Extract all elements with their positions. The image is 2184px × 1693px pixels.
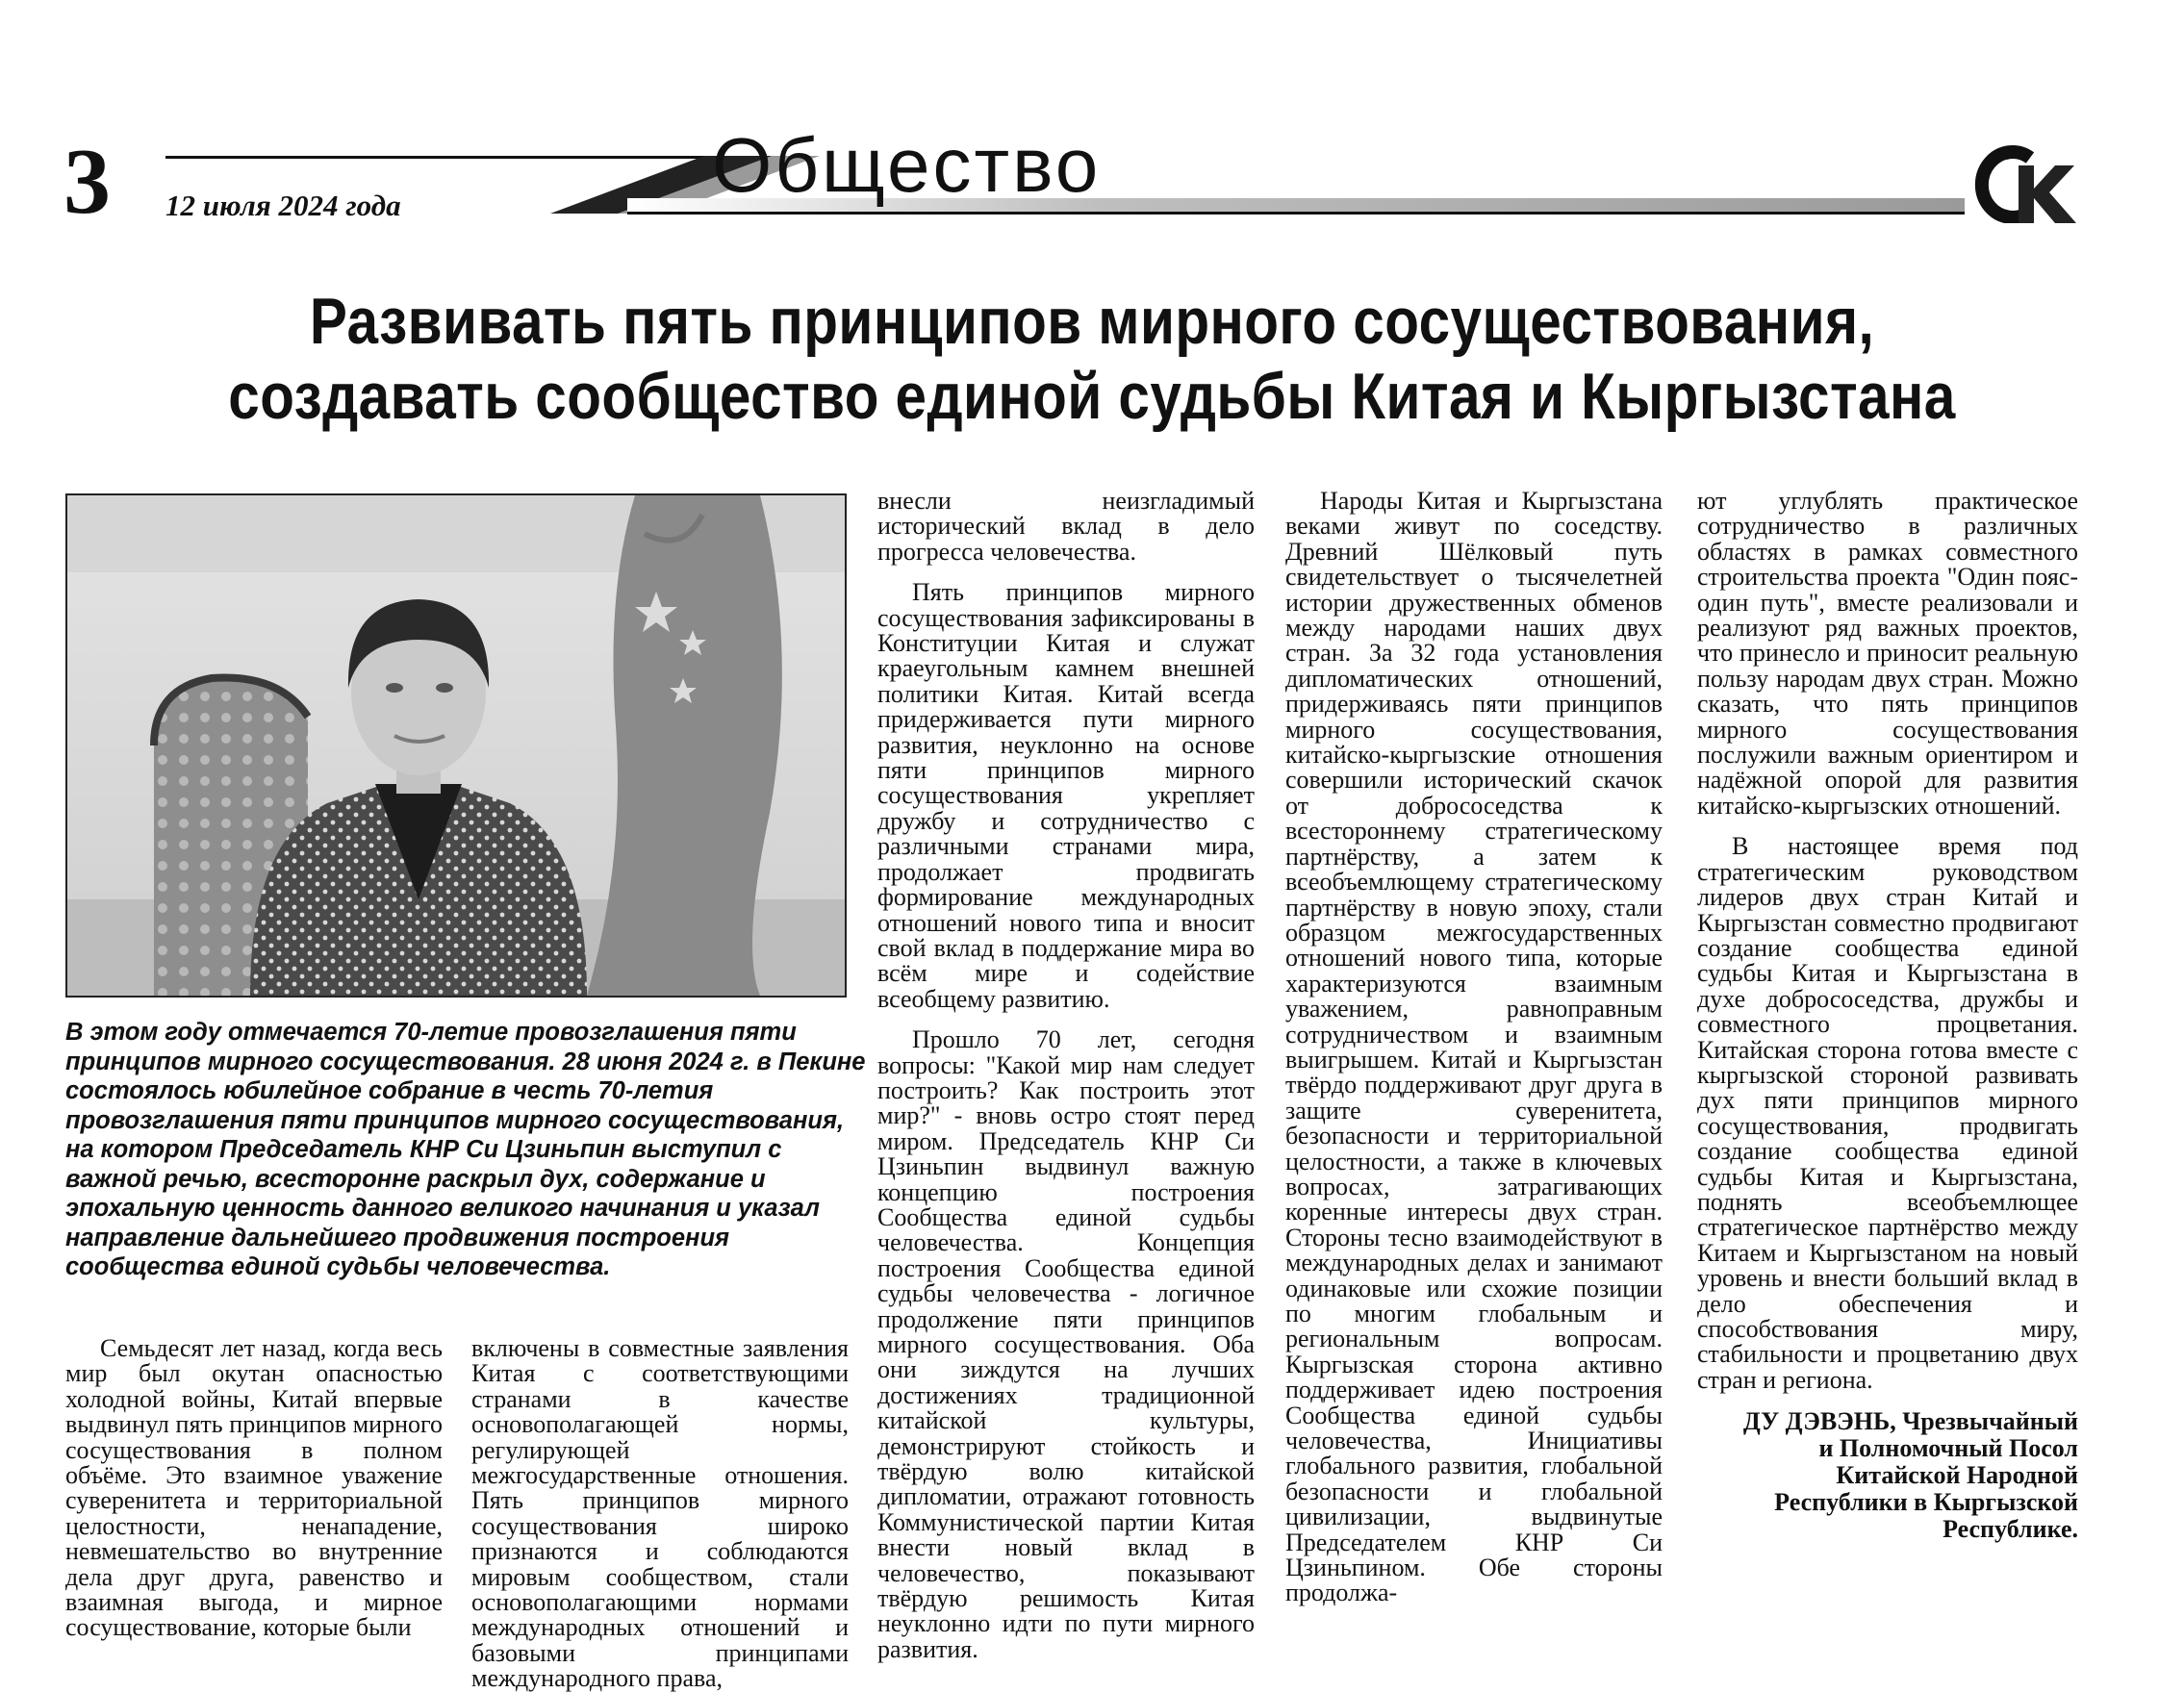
photo-caption: В этом году отмечается 70-летие провозглашения пяти принципов мирного сосуществования. 28 июня 2024 г. в Пекине состоялось юбилейное собрание в честь 70-летия провозглашения пяти принципов мирного сосуществования, на котором Председатель КНР Си Цзиньпин выступил с важной речью, всесторонне раскрыл дух, содержание и эпохальную ценность данного великого начинания и указал направление дальнейшего продвижения построения сообщества единой судьбы человечества. — [65, 1019, 866, 1280]
photo-illustration — [67, 495, 845, 996]
article-paragraph: Народы Китая и Кыргызстана веками живут по соседству. Древний Шёлковый путь свидетельствует о тысячелетней истории дружественных обменов между народами наших двух стран. За 32 года установления дипломатических отношений, придерживаясь пяти принципов мирного сосуществования, китайско-кыргызские отношения совершили исторический скачок от добрососедства к всестороннему стратегическому партнёрству, а затем к всеобъемлющему стратегическому партнёрству в новую эпоху, стали образцом межгосударственных отношений нового типа, которые характеризуются взаимным уважением, равноправным сотрудничеством и взаимным выигрышем. Китай и Кыргызстан твёрдо поддерживают друг друга в защите суверенитета, безопасности и территориальной целостности, а также в ключевых вопросах, затрагивающих коренные интересы двух стран. Стороны тесно взаимодействуют в международных делах и занимают одинаковые или схожие позиции по многим глобальным и региональным вопросам. Кыргызская сторона активно поддерживает идею построения Сообщества единой судьбы человечества, Инициативы глобального развития, глобальной безопасности и глобальной цивилизации, выдвинутые Председателем КНР Си Цзиньпином. Обе стороны продолжа- — [1285, 487, 1663, 1607]
signature-line: Республики в Кыргызской — [1774, 1488, 2078, 1517]
article-column-4 — [1285, 489, 1663, 1622]
article-paragraph: Семьдесят лет назад, когда весь мир был окутан опасностью холодной войны, Китай впервые выдвинул пять принципов мирного сосуществования в полном объёме. Это взаимное уважение суверенитета и территориальной целостности, ненападение, невмешательство во внутренние дела друг друга, равенство и взаимная выгода, и мирное сосуществование, которые были — [65, 1334, 443, 1642]
article-column-2 — [471, 1336, 849, 1693]
article-paragraph: Пять принципов мирного сосуществования зафиксированы в Конституции Китая и служат краеугольным камнем внешней политики Китая. Китай всегда придерживается пути мирного развития, неуклонно на основе пяти принципов мирного сосуществования укрепляет дружбу и сотрудничество с различными странами мира, продолжает продвигать формирование международных отношений нового типа и вносит свой вклад в поддержание мира во всём мире и содействие всеобщему развитию. — [877, 578, 1255, 1013]
page-number: 3 — [63, 130, 111, 234]
ambassador-photo — [65, 493, 847, 998]
article-headline — [186, 285, 1997, 434]
article-paragraph: ют углублять практическое сотрудничество в различных областях в рамках совместного строительства проекта "Один пояс- один путь", вместе реализовали и реализуют ряд важных проектов, что принесло и приносит реальную пользу народам двух стран. Можно сказать, что пять принципов мирного сосуществования послужили важным ориентиром и надёжной опорой для развития китайско-кыргызских отношений. — [1697, 487, 2078, 820]
signature-line: Китайской Народной — [1836, 1461, 2078, 1490]
headline-line-2: создавать сообщество единой судьбы Китая и Кыргызстана — [228, 359, 1956, 433]
issue-date: 12 июля 2024 года — [165, 189, 401, 222]
article-paragraph: включены в совместные заявления Китая с соответствующими странами в качестве основополагающей нормы, регулирующей межгосударственные отношения. Пять принципов мирного сосуществования широко признаются и соблюдаются мировым сообществом, стали основополагающими нормами международных отношений и базовыми принципами международного права, — [471, 1334, 849, 1693]
article-paragraph: Прошло 70 лет, сегодня вопросы: "Какой мир нам следует построить? Как построить этот мир?" - вновь остро стоят перед миром. Председатель КНР Си Цзиньпин выдвинул важную концепцию построения Сообщества единой судьбы человечества. Концепция построения Сообщества единой судьбы человечества - логичное продолжение пяти принципов мирного сосуществования. Оба они зиждутся на лучших достижениях традиционной китайской культуры, демонстрируют стойкость и твёрдую волю китайской дипломатии, отражают готовность Коммунистической партии Китая внести новый вклад в человечество, показывают твёрдую решимость Китая неуклонно идти по пути мирного развития. — [877, 1025, 1255, 1663]
section-title: Общество — [712, 122, 1102, 208]
article-column-1 — [65, 1336, 443, 1656]
headline-line-1: Развивать пять принципов мирного сосуществования, — [309, 285, 1875, 358]
article-paragraph: внесли неизгладимый исторический вклад в дело прогресса человечества. — [877, 487, 1255, 566]
signature-line: ДУ ДЭВЭНЬ, Чрезвычайный — [1742, 1407, 2078, 1436]
signature-line: Республике. — [1943, 1515, 2078, 1544]
newspaper-logo — [1963, 142, 2078, 223]
article-column-3 — [877, 489, 1255, 1678]
article-paragraph: В настоящее время под стратегическим руководством лидеров двух стран Китай и Кыргызстан совместно продвигают создание сообщества единой судьбы Китая и Кыргызстана в духе добрососедства, дружбы и совместного процветания. Китайская сторона готова вместе с кыргызской стороной развивать дух пяти принципов мирного сосуществования, продвигать создание сообщества единой судьбы Китая и Кыргызстана, поднять всеобъемлющее стратегическое партнёрство между Китаем и Кыргызстаном на новый уровень и внести больший вклад в дело обеспечения и способствования миру, стабильности и процветанию двух стран и региона. — [1697, 832, 2078, 1394]
signature-line: и Полномочный Посол — [1818, 1434, 2078, 1463]
author-signature — [1697, 1408, 2078, 1543]
article-column-5 — [1697, 489, 2078, 1543]
